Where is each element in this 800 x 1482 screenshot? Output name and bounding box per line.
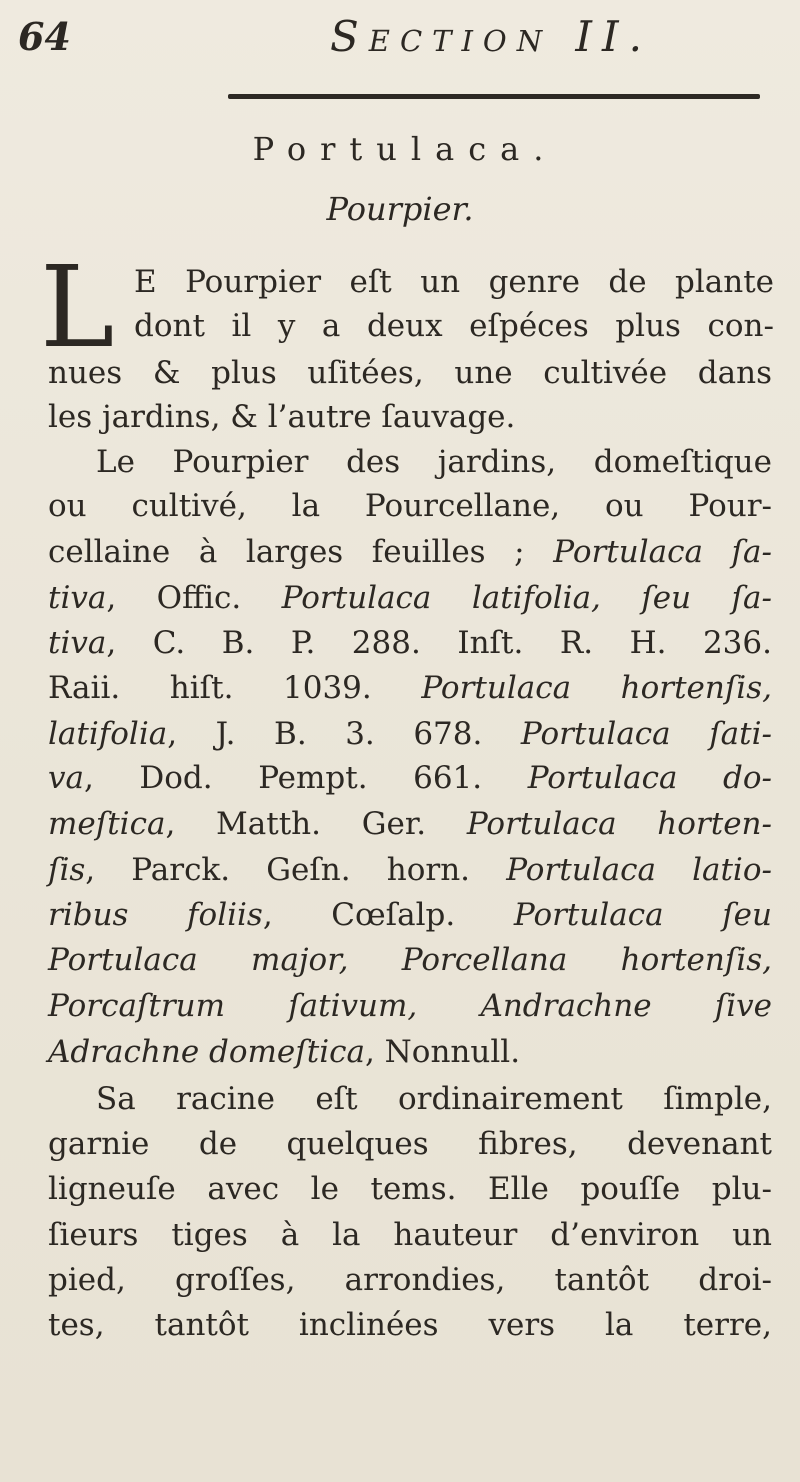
drop-cap: L xyxy=(40,243,115,373)
text-line: ſis, Parck. Geſn. horn. Portulaca latio- xyxy=(48,852,772,888)
text-line: Porcaſtrum ſativum, Andrachne ſive xyxy=(48,988,772,1024)
text-line: latifolia, J. B. 3. 678. Portulaca ſati- xyxy=(48,716,773,752)
text-line: garnie de quelques fibres, devenant xyxy=(48,1126,772,1162)
page-number: 64 xyxy=(18,14,71,59)
text-line: nues & plus uſitées, une cultivée dans xyxy=(48,355,772,391)
text-line: cellaine à larges feuilles ; Portulaca ſa- xyxy=(48,534,772,570)
text-line: ligneuſe avec le tems. Elle pouſſe plu- xyxy=(48,1171,772,1207)
text-line: ribus foliis, Cœſalp. Portulaca ſeu xyxy=(48,897,772,933)
text-line: dont il y a deux eſpéces plus con- xyxy=(134,308,774,344)
text-line: E Pourpier eſt un genre de plante xyxy=(134,264,774,300)
running-head: Section II. xyxy=(330,12,652,61)
text-line: Portulaca major, Porcellana hortenſis, xyxy=(48,942,772,978)
text-line: tiva, C. B. P. 288. Inſt. R. H. 236. xyxy=(48,625,772,661)
article-title: Portulaca. xyxy=(252,130,558,168)
text-line: Sa racine eſt ordinairement ſimple, xyxy=(96,1081,772,1117)
text-line: meſtica, Matth. Ger. Portulaca horten- xyxy=(48,806,772,842)
article-subtitle: Pourpier. xyxy=(326,190,474,228)
text-line: Adrachne domeſtica, Nonnull. xyxy=(48,1034,521,1070)
text-line: Raii. hiſt. 1039. Portulaca hortenſis, xyxy=(48,670,772,706)
text-line: va, Dod. Pempt. 661. Portulaca do- xyxy=(48,760,772,796)
text-line: Le Pourpier des jardins, domeſtique xyxy=(96,444,772,480)
text-line: tes, tantôt inclinées vers la terre, xyxy=(48,1307,772,1343)
text-line: pied, groſſes, arrondies, tantôt droi- xyxy=(48,1262,772,1298)
text-line: tiva, Offic. Portulaca latifolia, ſeu ſa- xyxy=(48,580,772,616)
text-line: ſieurs tiges à la hauteur d’environ un xyxy=(48,1217,772,1253)
text-line: ou cultivé, la Pourcellane, ou Pour- xyxy=(48,488,772,524)
text-line: les jardins, & l’autre ſauvage. xyxy=(48,399,516,435)
